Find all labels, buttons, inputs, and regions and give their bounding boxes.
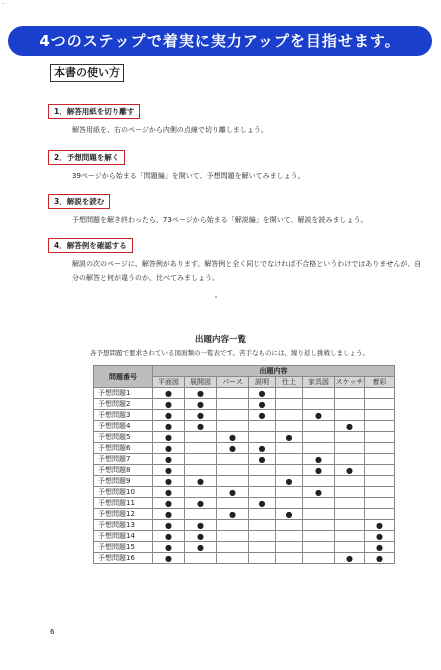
empty-cell <box>335 487 365 498</box>
filled-dot-cell: ● <box>276 476 303 487</box>
row-label: 予想問題11 <box>94 498 153 509</box>
empty-cell <box>303 542 335 553</box>
filled-dot-cell: ● <box>249 498 276 509</box>
empty-cell <box>276 487 303 498</box>
empty-cell <box>185 487 217 498</box>
filled-dot-cell: ● <box>153 421 185 432</box>
empty-cell <box>249 476 276 487</box>
column-header: 着彩 <box>365 377 395 388</box>
filled-dot-cell: ● <box>153 542 185 553</box>
table-row <box>94 542 395 553</box>
empty-cell <box>276 553 303 564</box>
row-label: 予想問題14 <box>94 531 153 542</box>
empty-cell <box>303 399 335 410</box>
column-header: 仕上 <box>276 377 303 388</box>
empty-cell <box>276 542 303 553</box>
filled-dot-cell: ● <box>185 542 217 553</box>
filled-dot-cell: ● <box>303 410 335 421</box>
empty-cell <box>365 432 395 443</box>
empty-cell <box>185 454 217 465</box>
empty-cell <box>217 476 249 487</box>
empty-cell <box>249 520 276 531</box>
group-header: 出題内容 <box>153 366 395 377</box>
empty-cell <box>185 443 217 454</box>
empty-cell <box>303 520 335 531</box>
empty-cell <box>217 421 249 432</box>
column-header: パース <box>217 377 249 388</box>
row-label: 予想問題8 <box>94 465 153 476</box>
howto-title: 本書の使い方 <box>50 64 124 82</box>
empty-cell <box>303 421 335 432</box>
column-header: 説明 <box>249 377 276 388</box>
filled-dot-cell: ● <box>335 553 365 564</box>
filled-dot-cell: ● <box>249 399 276 410</box>
table-row <box>94 487 395 498</box>
filled-dot-cell: ● <box>303 487 335 498</box>
filled-dot-cell: ● <box>303 454 335 465</box>
empty-cell <box>276 531 303 542</box>
empty-cell <box>303 509 335 520</box>
table-row <box>94 553 395 564</box>
empty-cell <box>303 443 335 454</box>
row-label: 予想問題2 <box>94 399 153 410</box>
column-header: 家具図 <box>303 377 335 388</box>
empty-cell <box>249 553 276 564</box>
section-subtitle: 各予想問題で要求されている図面類の一覧表です。苦手なものには、繰り返し挑戦しましょう。 <box>90 349 369 357</box>
empty-cell <box>303 498 335 509</box>
step-4-label: 4．解答例を確認する <box>48 238 133 253</box>
empty-cell <box>335 432 365 443</box>
filled-dot-cell: ● <box>335 421 365 432</box>
filled-dot-cell: ● <box>185 410 217 421</box>
step-1-label: 1．解答用紙を切り離す <box>48 104 140 119</box>
filled-dot-cell: ● <box>185 531 217 542</box>
empty-cell <box>365 498 395 509</box>
empty-cell <box>303 432 335 443</box>
filled-dot-cell: ● <box>185 520 217 531</box>
empty-cell <box>276 410 303 421</box>
empty-cell <box>217 520 249 531</box>
column-header: 平面図 <box>153 377 185 388</box>
step-1 <box>48 99 424 137</box>
step-2-label: 2．予想問題を解く <box>48 150 125 165</box>
row-label: 予想問題3 <box>94 410 153 421</box>
empty-cell <box>217 542 249 553</box>
filled-dot-cell: ● <box>217 432 249 443</box>
filled-dot-cell: ● <box>185 399 217 410</box>
empty-cell <box>303 476 335 487</box>
table-row <box>94 443 395 454</box>
filled-dot-cell: ● <box>365 520 395 531</box>
step-3-label: 3．解説を読む <box>48 194 110 209</box>
table-row <box>94 498 395 509</box>
column-header: スケッチ <box>335 378 364 386</box>
filled-dot-cell: ● <box>217 509 249 520</box>
filled-dot-cell: ● <box>185 476 217 487</box>
step-2 <box>48 145 424 183</box>
filled-dot-cell: ● <box>276 432 303 443</box>
empty-cell <box>276 388 303 399</box>
page-number: 6 <box>50 628 55 636</box>
step-3 <box>48 189 424 227</box>
filled-dot-cell: ● <box>153 410 185 421</box>
filled-dot-cell: ● <box>153 531 185 542</box>
filled-dot-cell: ● <box>249 410 276 421</box>
table-row <box>94 476 395 487</box>
empty-cell <box>335 476 365 487</box>
filled-dot-cell: ● <box>153 498 185 509</box>
content-table <box>93 365 395 564</box>
step-4 <box>48 233 424 285</box>
empty-cell <box>276 454 303 465</box>
empty-cell <box>335 542 365 553</box>
empty-cell <box>365 465 395 476</box>
row-header: 問題番号 <box>94 366 153 388</box>
empty-cell <box>335 498 365 509</box>
row-label: 予想問題9 <box>94 476 153 487</box>
empty-cell <box>217 531 249 542</box>
empty-cell <box>365 487 395 498</box>
filled-dot-cell: ● <box>153 509 185 520</box>
empty-cell <box>249 465 276 476</box>
table-row <box>94 531 395 542</box>
row-label: 予想問題4 <box>94 421 153 432</box>
empty-cell <box>217 465 249 476</box>
table-row <box>94 520 395 531</box>
empty-cell <box>335 388 365 399</box>
decorative-dot <box>215 296 217 298</box>
empty-cell <box>365 410 395 421</box>
table-row <box>94 432 395 443</box>
empty-cell <box>185 509 217 520</box>
step-3-text: 予想問題を解き終わったら、73ページから始まる「解説編」を開いて、解説を読みましょう。 <box>72 216 368 224</box>
row-label: 予想問題5 <box>94 432 153 443</box>
step-1-text: 解答用紙を、右のページから内側の点線で切り離しましょう。 <box>72 126 268 134</box>
empty-cell <box>217 454 249 465</box>
filled-dot-cell: ● <box>249 443 276 454</box>
empty-cell <box>365 388 395 399</box>
filled-dot-cell: ● <box>365 531 395 542</box>
filled-dot-cell: ● <box>217 487 249 498</box>
section-title: 出題内容一覧 <box>194 335 246 345</box>
empty-cell <box>335 410 365 421</box>
table-row <box>94 410 395 421</box>
filled-dot-cell: ● <box>249 454 276 465</box>
empty-cell <box>335 454 365 465</box>
empty-cell <box>249 509 276 520</box>
row-label: 予想問題15 <box>94 542 153 553</box>
row-label: 予想問題12 <box>94 509 153 520</box>
empty-cell <box>217 553 249 564</box>
filled-dot-cell: ● <box>153 388 185 399</box>
empty-cell <box>365 421 395 432</box>
empty-cell <box>249 531 276 542</box>
empty-cell <box>335 520 365 531</box>
filled-dot-cell: ● <box>303 465 335 476</box>
row-label: 予想問題16 <box>94 553 153 564</box>
empty-cell <box>217 399 249 410</box>
step-4-text: 解説の次のページに、解答例があります。解答例と全く同じでなければ不合格というわけではありませんが、自分の解答と何が違うのか、比べてみましょう。 <box>72 260 422 282</box>
table-row <box>94 399 395 410</box>
filled-dot-cell: ● <box>365 553 395 564</box>
filled-dot-cell: ● <box>153 476 185 487</box>
empty-cell <box>365 509 395 520</box>
row-label: 予想問題10 <box>94 487 153 498</box>
empty-cell <box>303 553 335 564</box>
filled-dot-cell: ● <box>335 465 365 476</box>
table-row <box>94 509 395 520</box>
row-label: 予想問題6 <box>94 443 153 454</box>
filled-dot-cell: ● <box>153 520 185 531</box>
filled-dot-cell: ● <box>153 487 185 498</box>
filled-dot-cell: ● <box>153 399 185 410</box>
empty-cell <box>303 388 335 399</box>
step-2-text: 39ページから始まる「問題編」を開いて、予想問題を解いてみましょう。 <box>72 172 305 180</box>
empty-cell <box>249 487 276 498</box>
top-banner: 4つのステップで着実に実力アップを目指せます。 <box>8 26 432 56</box>
empty-cell <box>276 520 303 531</box>
empty-cell <box>303 531 335 542</box>
empty-cell <box>276 421 303 432</box>
empty-cell <box>335 531 365 542</box>
empty-cell <box>185 465 217 476</box>
row-label: 予想問題13 <box>94 520 153 531</box>
filled-dot-cell: ● <box>185 498 217 509</box>
empty-cell <box>249 421 276 432</box>
empty-cell <box>335 443 365 454</box>
filled-dot-cell: ● <box>276 509 303 520</box>
empty-cell <box>365 476 395 487</box>
table-row <box>94 388 395 399</box>
filled-dot-cell: ● <box>153 443 185 454</box>
filled-dot-cell: ● <box>185 388 217 399</box>
filled-dot-cell: ● <box>153 432 185 443</box>
table-body <box>94 388 395 564</box>
empty-cell <box>276 498 303 509</box>
empty-cell <box>217 498 249 509</box>
filled-dot-cell: ● <box>365 542 395 553</box>
filled-dot-cell: ● <box>217 443 249 454</box>
filled-dot-cell: ● <box>249 388 276 399</box>
empty-cell <box>365 399 395 410</box>
filled-dot-cell: ● <box>153 465 185 476</box>
row-label: 予想問題7 <box>94 454 153 465</box>
column-header: 展開図 <box>185 377 217 388</box>
empty-cell <box>276 399 303 410</box>
empty-cell <box>276 465 303 476</box>
empty-cell <box>217 410 249 421</box>
empty-cell <box>335 399 365 410</box>
empty-cell <box>249 542 276 553</box>
row-label: 予想問題1 <box>94 388 153 399</box>
table-row <box>94 465 395 476</box>
empty-cell <box>249 432 276 443</box>
empty-cell <box>276 443 303 454</box>
table-row <box>94 454 395 465</box>
filled-dot-cell: ● <box>185 421 217 432</box>
empty-cell <box>185 553 217 564</box>
filled-dot-cell: ● <box>153 454 185 465</box>
empty-cell <box>365 443 395 454</box>
corner-mark <box>3 3 4 4</box>
empty-cell <box>185 432 217 443</box>
filled-dot-cell: ● <box>153 553 185 564</box>
table-row <box>94 421 395 432</box>
empty-cell <box>335 509 365 520</box>
empty-cell <box>365 454 395 465</box>
empty-cell <box>217 388 249 399</box>
